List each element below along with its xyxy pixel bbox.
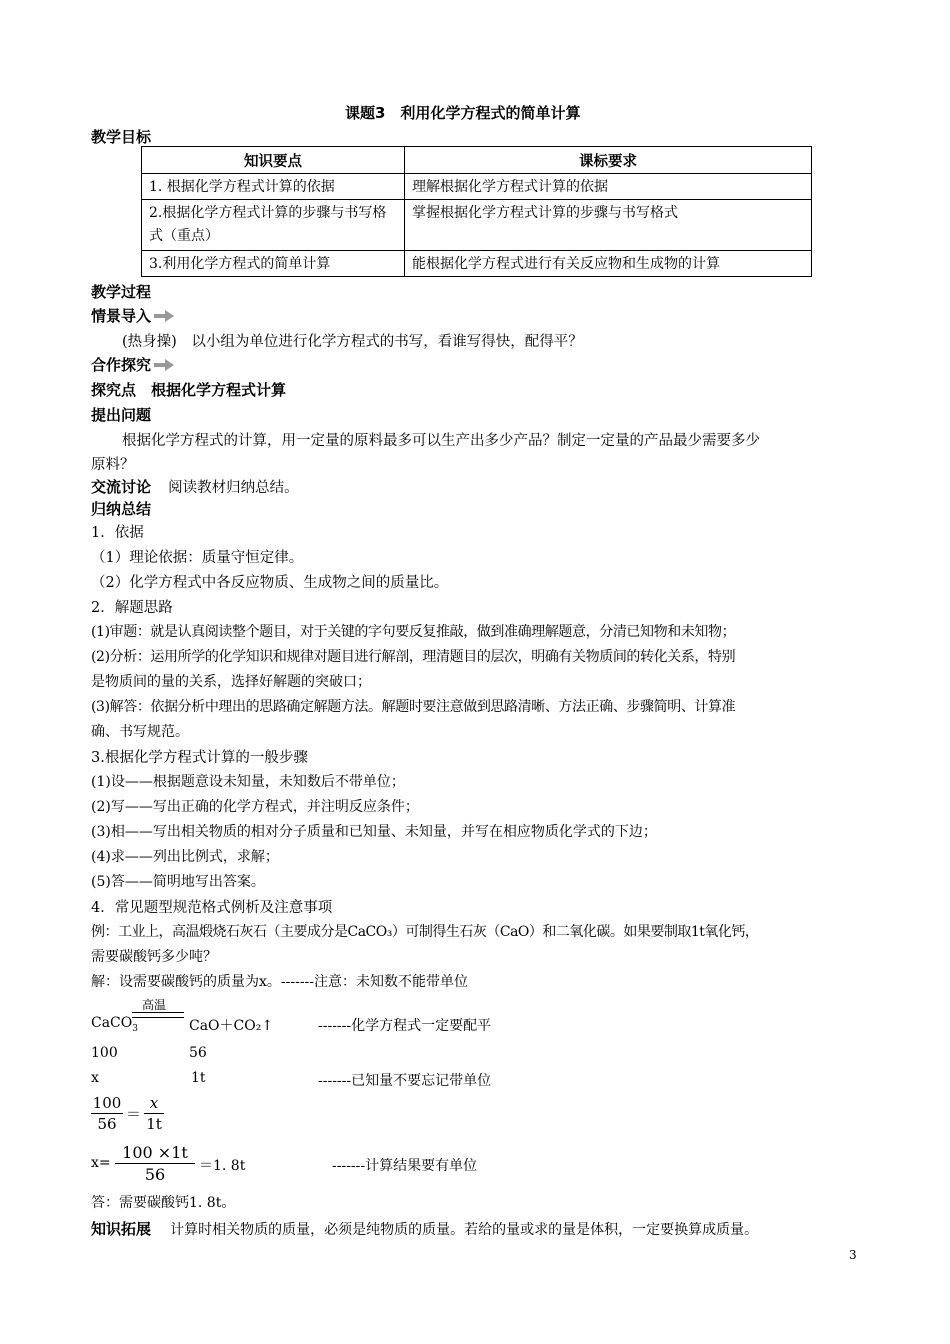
known-note: -------已知量不要忘记带单位: [318, 1073, 492, 1089]
heading-explore: 探究点 根据化学方程式计算: [91, 381, 287, 399]
summary-line: （2）化学方程式中各反应物质、生成物之间的质量比。: [91, 575, 449, 591]
goals-table: [141, 146, 812, 277]
summary-line: 2．解题思路: [91, 600, 173, 616]
equation-products: CaO＋CO₂↑: [189, 1018, 274, 1034]
summary-line: （1）理论依据：质量守恒定律。: [91, 550, 304, 566]
heading-teaching-process: 教学过程: [91, 283, 152, 301]
warmup-text: (热身操) 以小组为单位进行化学方程式的书写，看谁写得快，配得平？: [122, 334, 583, 350]
solve-result: ＝1. 8t: [199, 1158, 246, 1174]
ratio-fraction-left: [91, 1094, 123, 1133]
solve-lhs: x=: [91, 1155, 111, 1171]
unknown-value: x: [91, 1070, 99, 1086]
ratio-numerator: 100: [92, 1094, 122, 1112]
example-line: 需要碳酸钙多少吨？: [91, 949, 217, 965]
summary-line: (5)答——简明地写出答案。: [91, 874, 265, 890]
ratio-numerator: x: [149, 1094, 159, 1112]
example-line: 例：工业上，高温煅烧石灰石（主要成分是CaCO₃）可制得生石灰（CaO）和二氧化碳。如果要制取1t氧化钙，: [91, 924, 759, 940]
summary-line: (2)分析：运用所学的化学知识和规律对题目进行解剖，理清题目的层次，明确有关物质间的转化关系，特别: [91, 649, 736, 665]
summary-line: (4)求——列出比例式，求解；: [91, 849, 279, 865]
summary-line: (1)审题：就是认真阅读整个题目，对于关键的字句要反复推敲，做到准确理解题意，分清已知物和未知物；: [91, 624, 736, 640]
question-text-cont: 原料？: [91, 457, 135, 473]
heading-cooperation-label: 合作探究: [91, 356, 152, 374]
heading-question: 提出问题: [91, 406, 152, 424]
ratio-fraction-right: [144, 1094, 164, 1133]
equation-double-line: [132, 1012, 184, 1018]
equation-reactant: [91, 1015, 138, 1034]
table-cell: 理解根据化学方程式计算的依据: [405, 174, 812, 200]
fraction-bar: [144, 1113, 164, 1114]
product-mass: 56: [189, 1045, 207, 1061]
table-row: [142, 200, 812, 251]
table-cell: 1. 根据化学方程式计算的依据: [142, 174, 405, 200]
table-cell: 3.利用化学方程式的简单计算: [142, 251, 405, 277]
heading-intro: [91, 305, 174, 326]
extension-text: 计算时相关物质的质量，必须是纯物质的质量。若给的量或求的量是体积，一定要换算成质量。: [170, 1222, 759, 1238]
page-number: 3: [849, 1248, 857, 1262]
heading-intro-label: 情景导入: [91, 307, 152, 325]
table-row: [142, 251, 812, 277]
summary-line: 3.根据化学方程式计算的一般步骤: [91, 750, 308, 766]
extension-line: [91, 1218, 758, 1239]
arrow-right-icon: [154, 308, 174, 326]
summary-line: (3)相——写出相关物质的相对分子质量和已知量、未知量，并写在相应物质化学式的下边；: [91, 824, 657, 840]
reactant-mass: 100: [91, 1045, 118, 1061]
heading-teaching-goals: 教学目标: [91, 128, 152, 146]
equation-note: -------化学方程式一定要配平: [318, 1018, 492, 1034]
extension-label: 知识拓展: [91, 1220, 152, 1238]
page-title: 课题3 利用化学方程式的简单计算: [345, 104, 581, 122]
summary-line: 1．依据: [91, 525, 144, 541]
table-cell: 掌握根据化学方程式计算的步骤与书写格式: [405, 200, 812, 251]
fraction-bar: [91, 1113, 123, 1114]
table-header-cell: 课标要求: [405, 147, 812, 174]
discuss-line: [91, 476, 299, 497]
solve-note: -------计算结果要有单位: [332, 1158, 478, 1174]
solve-fraction: [115, 1143, 195, 1184]
known-value: 1t: [191, 1070, 206, 1086]
table-cell: 2.根据化学方程式计算的步骤与书写格式（重点）: [142, 200, 405, 251]
heading-summary: 归纳总结: [91, 500, 152, 518]
ratio-denominator: 56: [97, 1115, 117, 1133]
solution-line: 解：设需要碳酸钙的质量为x。-------注意：未知数不能带单位: [91, 974, 469, 990]
table-header-cell: 知识要点: [142, 147, 405, 174]
question-text: 根据化学方程式的计算，用一定量的原料最多可以生产出多少产品？制定一定量的产品最少需要多少: [122, 433, 760, 449]
summary-line: 确、书写规范。: [91, 724, 189, 740]
discuss-label: 交流讨论: [91, 478, 152, 496]
heading-cooperation: [91, 354, 174, 375]
table-row: [142, 174, 812, 200]
summary-line: (3)解答：依据分析中理出的思路确定解题方法。解题时要注意做到思路清晰、方法正确、步骤简明、计算准: [91, 699, 736, 715]
answer-line: 答：需要碳酸钙1. 8t。: [91, 1195, 236, 1211]
reaction-condition: 高温: [142, 998, 167, 1012]
arrow-right-icon: [154, 357, 174, 375]
ratio-equals: ＝: [126, 1105, 142, 1123]
fraction-bar: [115, 1163, 195, 1164]
summary-line: (2)写——写出正确的化学方程式，并注明反应条件；: [91, 799, 419, 815]
table-cell: 能根据化学方程式进行有关反应物和生成物的计算: [405, 251, 812, 277]
table-header-row: [142, 147, 812, 174]
reactant-formula: CaCO: [91, 1015, 133, 1031]
summary-line: 是物质间的量的关系，选择好解题的突破口；: [91, 674, 371, 690]
summary-line: 4．常见题型规范格式例析及注意事项: [91, 900, 333, 916]
reactant-subscript: 3: [132, 1023, 138, 1034]
solve-numerator: 100 ×1t: [122, 1143, 188, 1162]
solve-denominator: 56: [144, 1165, 166, 1184]
discuss-text: 阅读教材归纳总结。: [168, 480, 299, 496]
ratio-denominator: 1t: [146, 1115, 162, 1133]
summary-line: (1)设——根据题意设未知量，未知数后不带单位；: [91, 774, 405, 790]
